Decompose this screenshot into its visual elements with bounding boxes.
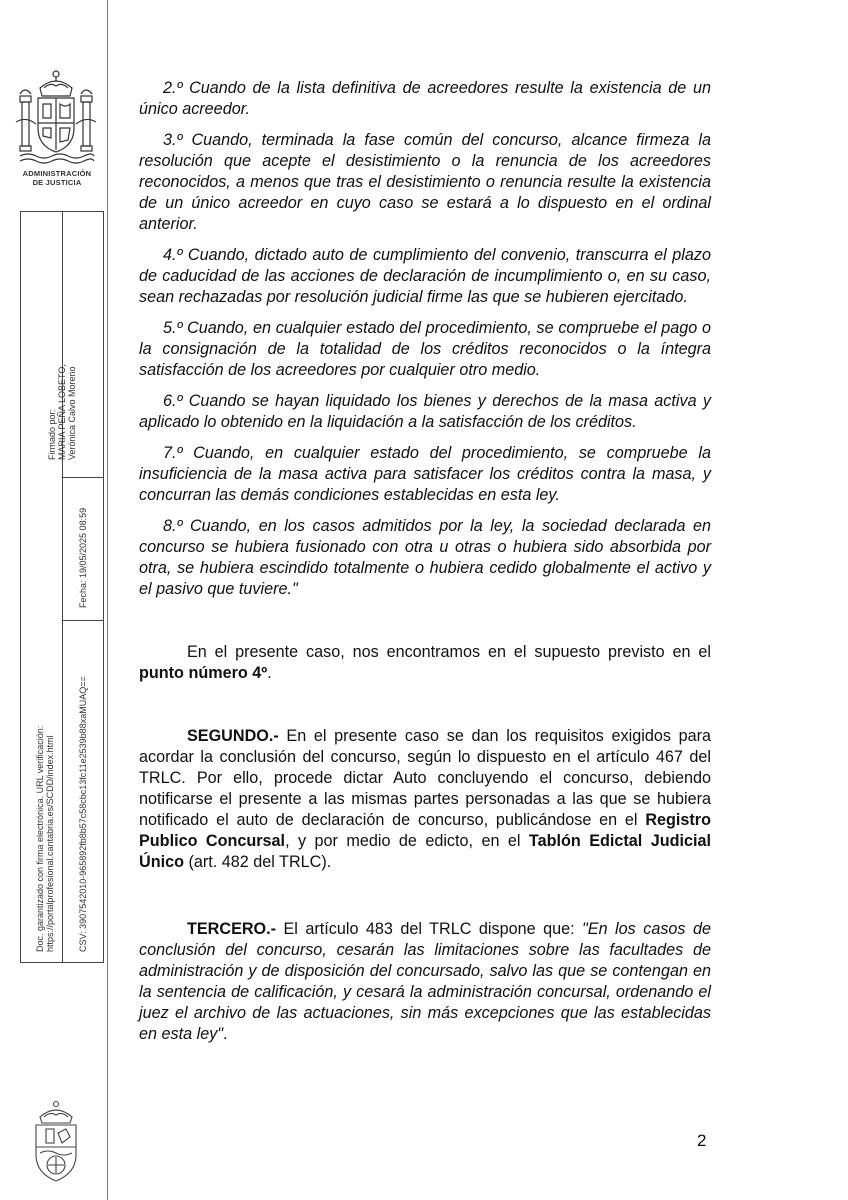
signer-name-1: MARIA PEÑA LOBETO, [57, 364, 67, 460]
case-text: En el presente caso, nos encontramos en el supuesto previsto en el [187, 643, 711, 661]
segundo-text-3: (art. 482 del TRLC). [183, 853, 332, 871]
case-paragraph [139, 642, 711, 684]
verification-url[interactable]: https://portalprofesional.cantabria.es/SCDD/index.html [45, 735, 55, 952]
organization-name [10, 169, 104, 187]
tercero-end: . [223, 1025, 228, 1043]
verification-text: Doc. garantizado con firma electrónica. URL verificación: [35, 725, 45, 952]
segundo-heading: SEGUNDO.- [187, 727, 279, 745]
quoted-item-8: 8.º Cuando, en los casos admitidos por la ley, la sociedad declarada en concurso se hubiera fusionado con otra u otras o hubiera sido absorbida por otra, se hubiera escindido totalmente o hubiera cedido globalmente el activo y el pasivo que tuviere." [139, 517, 711, 598]
box-vertical-divider [62, 212, 63, 962]
verification-url-block [35, 726, 55, 952]
signature-date: Fecha: 19/05/2025 08:59 [78, 507, 88, 608]
csv-code: CSV: 3907542010-965892fb8b57c58cbc13fc11e2539b88xaMUAQ== [78, 676, 88, 952]
signed-by-label: Firmado por: [47, 408, 57, 460]
quoted-item-5: 5.º Cuando, en cualquier estado del procedimiento, se compruebe el pago o la consignación de la totalidad de los créditos reconocidos o la íntegra satisfacción de los acreedores por cualquier otro medio. [139, 319, 711, 379]
quoted-item-6: 6.º Cuando se hayan liquidado los bienes y derechos de la masa activa y aplicado lo obtenido en la liquidación a la satisfacción de los créditos. [139, 392, 711, 431]
signature-verification-box [20, 211, 104, 963]
org-name-line2: DE JUSTICIA [32, 178, 82, 187]
tablon-edictal-judicial-unico: Tablón Edictal Judicial Único [139, 832, 711, 871]
quoted-item-4: 4.º Cuando, dictado auto de cumplimiento del convenio, transcurra el plazo de caducidad de las acciones de declaración de incumplimiento o, en su caso, sean rechazadas por resolución judicial firme las que se hubieren ejercitado. [139, 246, 711, 306]
coat-of-arms-logo [10, 66, 102, 166]
margin-rule [107, 0, 108, 1200]
quoted-item-2: 2.º Cuando de la lista definitiva de acreedores resulte la existencia de un único acreedor. [139, 79, 711, 118]
signer-name-2: Verónica Calvo Moreno [67, 366, 77, 460]
regional-coat-of-arms-logo [26, 1097, 86, 1189]
org-name-line1: ADMINISTRACIÓN [22, 169, 92, 178]
box-divider-date-csv [62, 620, 103, 621]
segundo-paragraph [139, 726, 711, 873]
page-number: 2 [697, 1131, 707, 1150]
quoted-item-3: 3.º Cuando, terminada la fase común del concurso, alcance firmeza la resolución que acepte el desistimiento o la renuncia de los acreedores reconocidos, a menos que tras el desistimiento o renuncia resulte la existencia de un único acreedor en cuyo caso se estará a lo dispuesto en el ordinal anterior. [139, 131, 711, 233]
document-body [139, 78, 711, 1045]
tercero-heading: TERCERO.- [187, 920, 277, 938]
segundo-text-2: , y por medio de edicto, en el [285, 832, 529, 850]
quoted-item-7: 7.º Cuando, en cualquier estado del procedimiento, se compruebe la insuficiencia de la masa activa para satisfacer los créditos contra la masa, y concurran las demás condiciones establecidas en esta ley. [139, 444, 711, 504]
box-divider-signer-date [62, 477, 103, 478]
segundo-text-1: En el presente caso se dan los requisitos exigidos para acordar la conclusión del concurso, según lo dispuesto en el artículo 467 del TRLC. Por ello, procede dictar Auto concluyendo el concurso, debiendo notificarse el presente a las mismas partes personadas a las que se hubiera notificado el auto de declaración de concurso, publicándose en el [139, 727, 711, 829]
tercero-paragraph [139, 919, 711, 1045]
case-end: . [267, 664, 272, 682]
registro-publico-concursal: Registro Publico Concursal [139, 811, 711, 850]
tercero-text: El artículo 483 del TRLC dispone que: [276, 920, 583, 938]
signed-by-block [47, 364, 77, 460]
tercero-quote: "En los casos de conclusión del concurso, cesarán las limitaciones sobre las facultades de administración y de disposición del concursado, salvo las que se contengan en la sentencia de calificación, y cesará la administración concursal, ordenando el juez el archivo de las actuaciones, sin más excepciones que las establecidas en esta ley" [139, 920, 711, 1043]
case-bold-point: punto número 4º [139, 664, 268, 682]
